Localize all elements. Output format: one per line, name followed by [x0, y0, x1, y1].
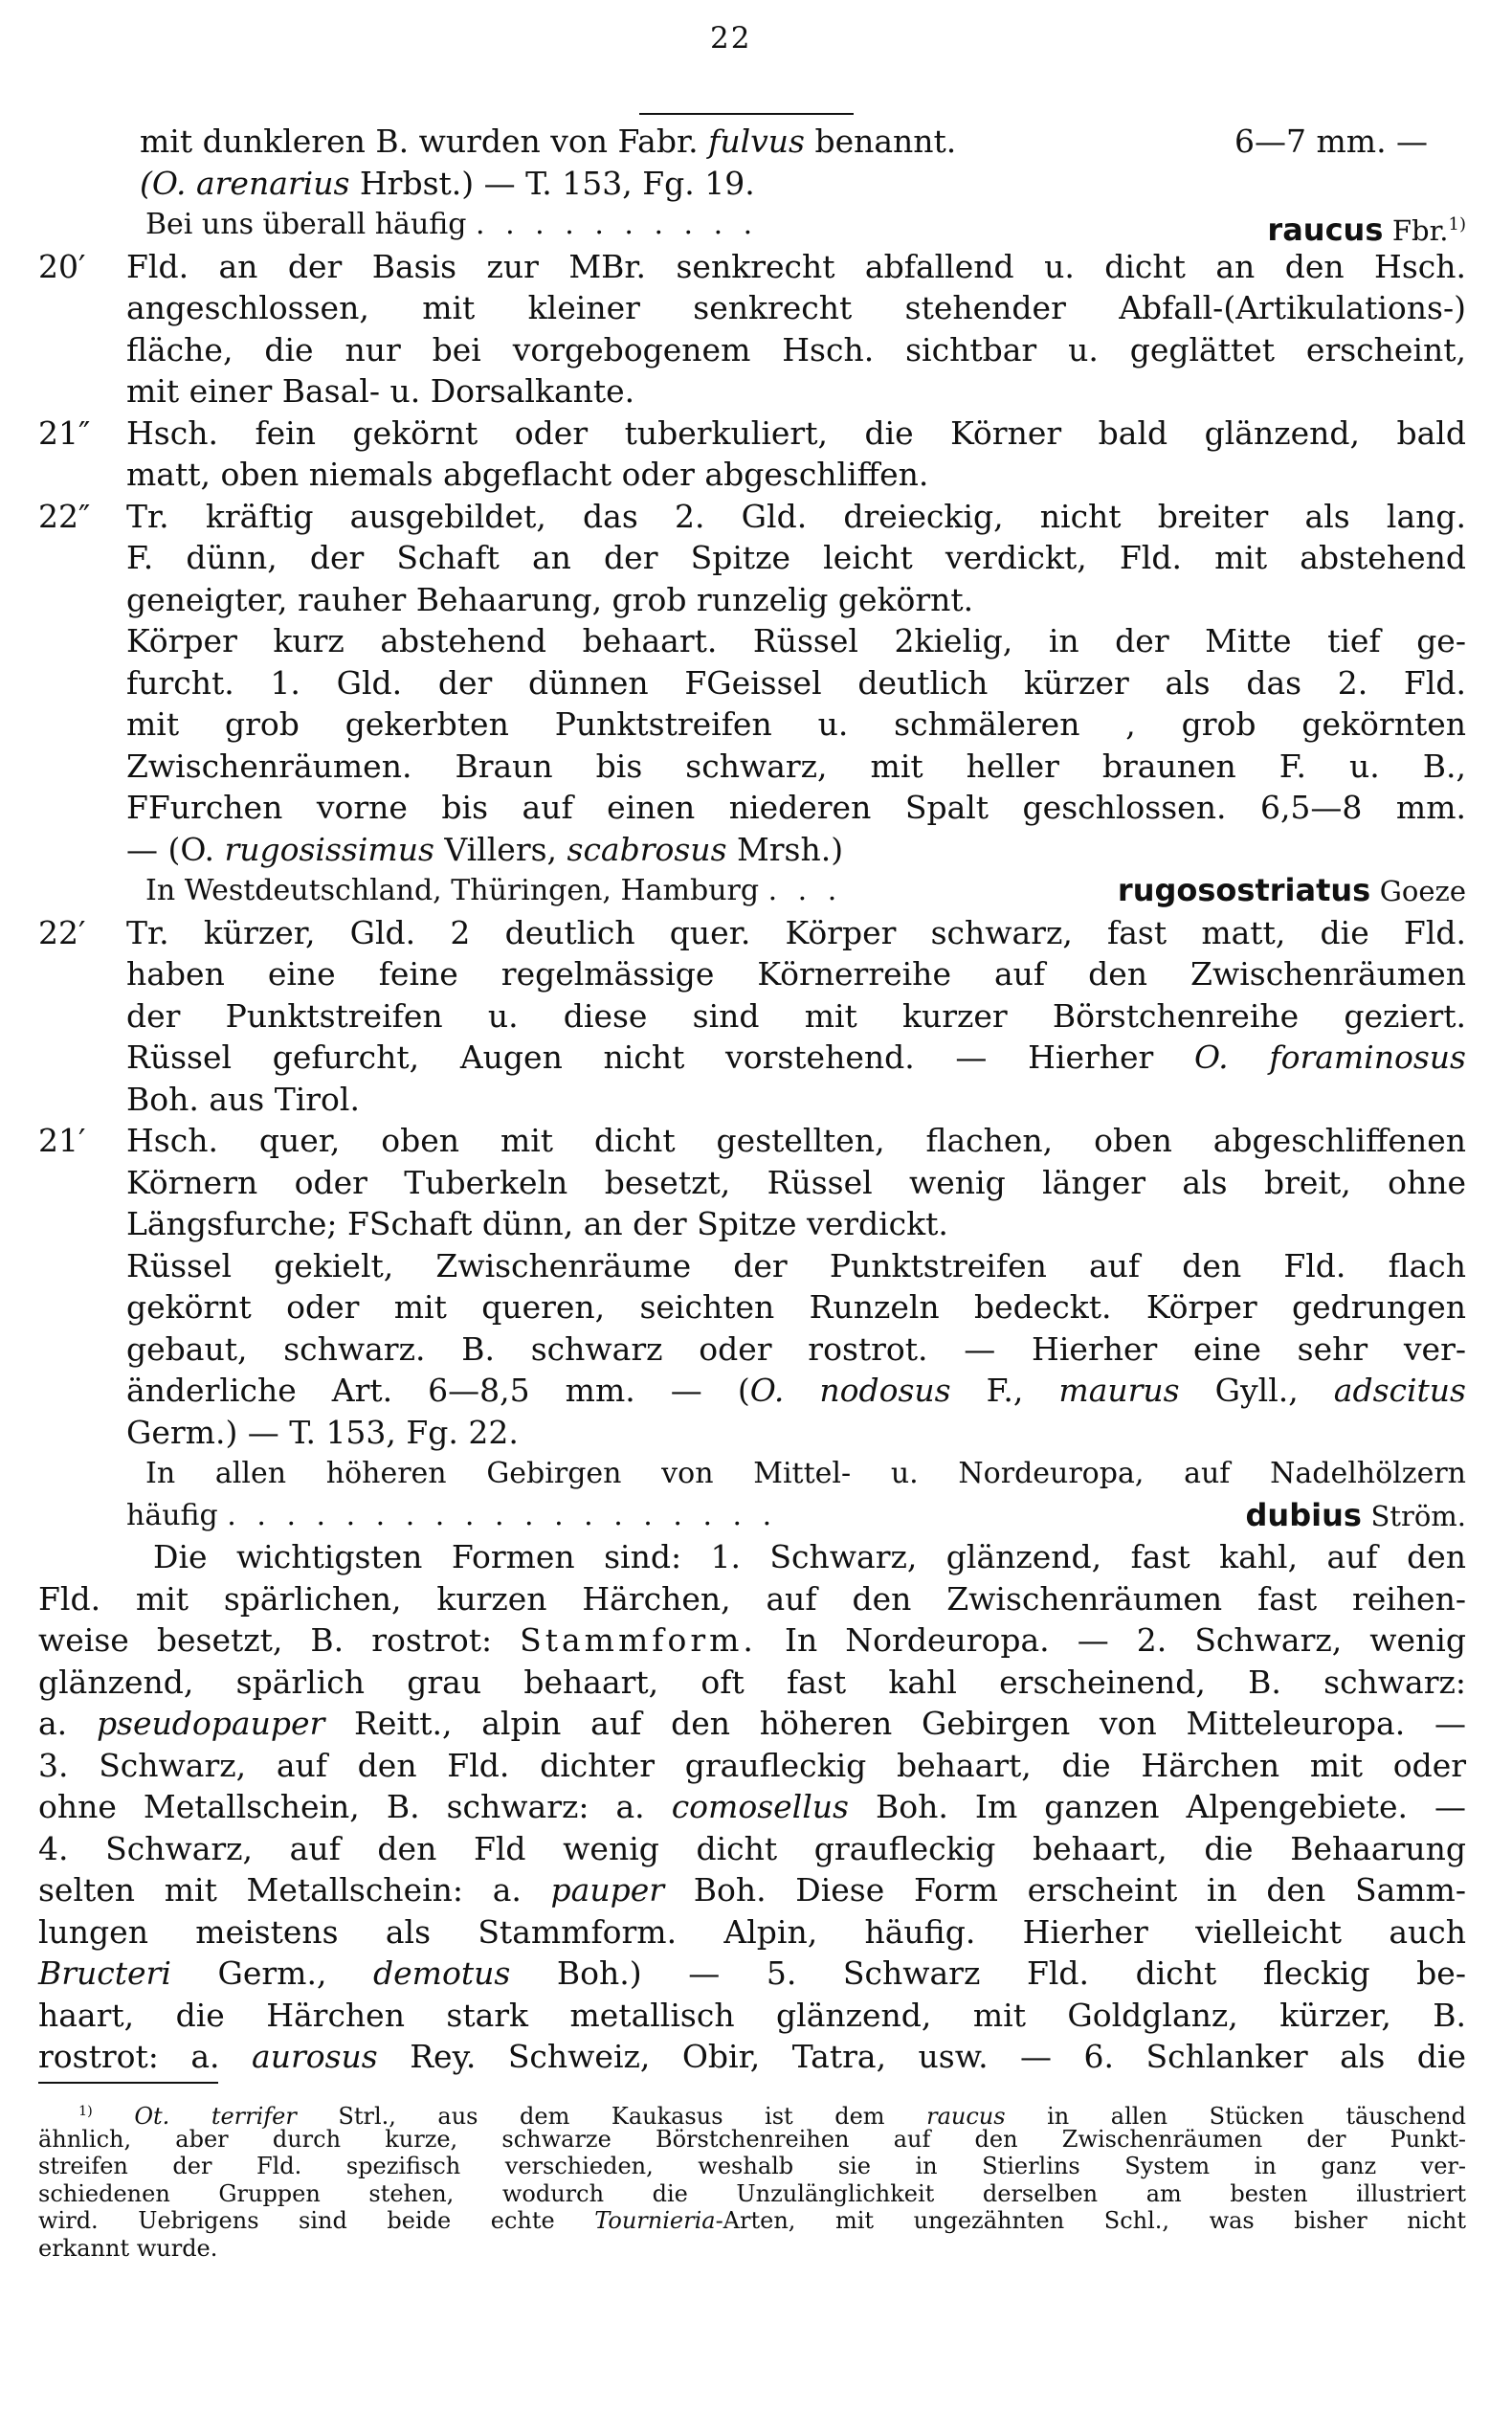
footnote-line: erkannt wurde. — [38, 2234, 218, 2262]
text-line: a. pseudopauper Reitt., alpin auf den höheren Gebirgen von Mitteleuropa. — — [38, 1705, 1466, 1742]
text-line: angeschlossen, mit kleiner senkrecht stehender Abfall-(Artikulations-) — [126, 289, 1466, 326]
text-line: FFurchen vorne bis auf einen niederen Spalt geschlossen. 6,5—8 mm. — [126, 789, 1466, 826]
text-line: mit grob gekerbten Punktstreifen u. schmäleren , grob gekörnten — [126, 705, 1466, 743]
text-line: selten mit Metallschein: a. pauper Boh. Diese Form erscheint in den Samm- — [38, 1871, 1466, 1909]
leader-dots: . . . . . . . . . . . . . . . . . . . — [227, 1498, 778, 1532]
couplet-number: 22′ — [38, 913, 86, 951]
text-line: 3. Schwarz, auf den Fld. dichter graufleckig behaart, die Härchen mit oder — [38, 1746, 1466, 1784]
locality-line: häufig . . . . . . . . . . . . . . . . . . . dubius Ström. — [126, 1496, 1466, 1533]
species-author: Fbr. — [1391, 214, 1449, 247]
text-line: furcht. 1. Gld. der dünnen FGeissel deutlich kürzer als das 2. Fld. — [126, 663, 1466, 702]
text-line: gekörnt oder mit queren, seichten Runzeln bedeckt. Körper gedrungen — [126, 1288, 1466, 1326]
text-line: gebaut, schwarz. B. schwarz oder rostrot. — Hierher eine sehr ver- — [126, 1329, 1466, 1368]
text-line: rostrot: a. aurosus Rey. Schweiz, Obir, Tatra, usw. — 6. Schlanker als die — [38, 2038, 1466, 2075]
text-line: Boh. aus Tirol. — [126, 1080, 360, 1118]
key-couplet-line: 21′ Hsch. quer, oben mit dicht gestellten, flachen, oben abgeschliffenen — [38, 1120, 1466, 1162]
footnote — [38, 2098, 1466, 2262]
text-line: haben eine feine regelmässige Körnerreihe auf den Zwischenräumen — [126, 955, 1466, 993]
text-line: Rüssel gefurcht, Augen nicht vorstehend. — Hierher O. foraminosus — [126, 1038, 1466, 1076]
couplet-number: 20′ — [38, 247, 86, 285]
text-line: Körper kurz abstehend behaart. Rüssel 2kielig, in der Mitte tief ge- — [126, 622, 1466, 659]
page-number: 22 — [710, 21, 752, 56]
species-name: rugosostriatus — [1117, 872, 1371, 908]
text-line: haart, die Härchen stark metallisch glänzend, mit Goldglanz, kürzer, B. — [38, 1996, 1466, 2034]
species-name: raucus — [1267, 212, 1384, 248]
synonym-line: — (O. rugosissimus Villers, scabrosus Mrsh.) — [126, 830, 844, 868]
text-line: geneigter, rauher Behaarung, grob runzelig gekörnt. — [126, 580, 974, 618]
text-line: Rüssel gekielt, Zwischenräume der Punktstreifen auf den Fld. flach — [126, 1246, 1466, 1284]
text-line: (O. arenarius Hrbst.) — T. 153, Fg. 19. — [140, 164, 755, 202]
text-line: Körnern oder Tuberkeln besetzt, Rüssel wenig länger als breit, ohne — [126, 1163, 1466, 1201]
locality-line: In allen höheren Gebirgen von Mittel- u. Nordeuropa, auf Nadelhölzern — [145, 1457, 1466, 1490]
key-couplet-line: 21″ Hsch. fein gekörnt oder tuberkuliert, die Körner bald glänzend, bald — [38, 413, 1466, 455]
main-text — [38, 121, 1466, 2078]
text-line: Germ.) — T. 153, Fg. 22. — [126, 1413, 519, 1451]
header-rule — [639, 113, 854, 115]
footnote-rule — [38, 2082, 218, 2084]
text-line: ohne Metallschein, B. schwarz: a. comosellus Boh. Im ganzen Alpengebiete. — — [38, 1788, 1466, 1825]
footnote-line: schiedenen Gruppen stehen, wodurch die Unzulänglichkeit derselben am besten illustriert — [38, 2179, 1466, 2207]
text-line: Bructeri Germ., demotus Boh.) — 5. Schwarz Fld. dicht fleckig be- — [38, 1954, 1466, 1992]
text-line: mit einer Basal- u. Dorsalkante. — [126, 372, 635, 410]
text-line: glänzend, spärlich grau behaart, oft fast kahl erscheinend, B. schwarz: — [38, 1663, 1466, 1701]
footnote-line: $^{1)}$ Ot. terrifer Strl., aus dem Kaukasus ist dem raucus in allen Stücken täuschend — [78, 2103, 1466, 2130]
couplet-number: 21′ — [38, 1122, 86, 1159]
key-couplet-line: 20′ Fld. an der Basis zur MBr. senkrecht abfallend u. dicht an den Hsch. — [38, 246, 1466, 288]
text-line: weise besetzt, B. rostrot: Stammform. In Nordeuropa. — 2. Schwarz, wenig — [38, 1621, 1466, 1659]
couplet-number: 22″ — [38, 497, 91, 535]
footnote-marker: 1) — [78, 2104, 93, 2119]
footnote-ref: 1) — [1448, 214, 1466, 234]
footnote-line: streifen der Fld. spezifisch verschieden, weshalb sie in Stierlins System in ganz ver- — [38, 2153, 1466, 2179]
text-line: lungen meistens als Stammform. Alpin, häufig. Hierher vielleicht auch — [38, 1912, 1466, 1951]
key-couplet-line: 22′ Tr. kürzer, Gld. 2 deutlich quer. Körper schwarz, fast matt, die Fld. — [38, 912, 1466, 954]
text-line: Zwischenräumen. Braun bis schwarz, mit heller braunen F. u. B., — [126, 747, 1466, 785]
text-line: Fld. mit spärlichen, kurzen Härchen, auf den Zwischenräumen fast reihen- — [38, 1579, 1466, 1618]
text-line: matt, oben niemals abgeflacht oder abgeschliffen. — [126, 456, 929, 493]
text-line: F. dünn, der Schaft an der Spitze leicht verdickt, Fld. mit abstehend — [126, 539, 1466, 576]
leader-dots: . . . — [767, 874, 843, 907]
species-author: Goeze — [1379, 875, 1466, 907]
forms-paragraph-line: Die wichtigsten Formen sind: 1. Schwarz, glänzend, fast kahl, auf den — [153, 1538, 1466, 1575]
couplet-number: 21″ — [38, 413, 91, 452]
locality-line: In Westdeutschland, Thüringen, Hamburg . . . rugosostriatus Goeze — [145, 872, 1466, 908]
species-name: dubius — [1245, 1496, 1362, 1533]
locality-line: Bei uns überall häufig . . . . . . . . . . raucus Fbr.$^{1)}$ — [145, 208, 1466, 248]
text-line: der Punktstreifen u. diese sind mit kurzer Börstchenreihe geziert. — [126, 996, 1466, 1035]
footnote-line: wird. Uebrigens sind beide echte Tournieria-Arten, mit ungezähnten Schl., was bisher nicht — [38, 2207, 1466, 2234]
species-author: Ström. — [1370, 1499, 1466, 1532]
text-line: fläche, die nur bei vorgebogenem Hsch. sichtbar u. geglättet erscheint, — [126, 330, 1466, 368]
text-line: änderliche Art. 6—8,5 mm. — (O. nodosus F., maurus Gyll., adscitus — [126, 1372, 1466, 1409]
size-range: 6—7 mm. — — [1234, 123, 1429, 160]
text-line: Längsfurche; FSchaft dünn, an der Spitze verdickt. — [126, 1205, 948, 1242]
leader-dots: . . . . . . . . . . — [476, 208, 759, 241]
key-couplet-line: 22″ Tr. kräftig ausgebildet, das 2. Gld. dreieckig, nicht breiter als lang. — [38, 496, 1466, 538]
spaced-term: Stammform. — [520, 1621, 757, 1659]
text-line: mit dunkleren B. wurden von Fabr. fulvus benannt. 6—7 mm. — — [38, 121, 1466, 163]
text-line: 4. Schwarz, auf den Fld wenig dicht graufleckig behaart, die Behaarung — [38, 1829, 1466, 1867]
footnote-line: ähnlich, aber durch kurze, schwarze Börstchenreihen auf den Zwischenräumen der Punkt- — [38, 2125, 1466, 2153]
